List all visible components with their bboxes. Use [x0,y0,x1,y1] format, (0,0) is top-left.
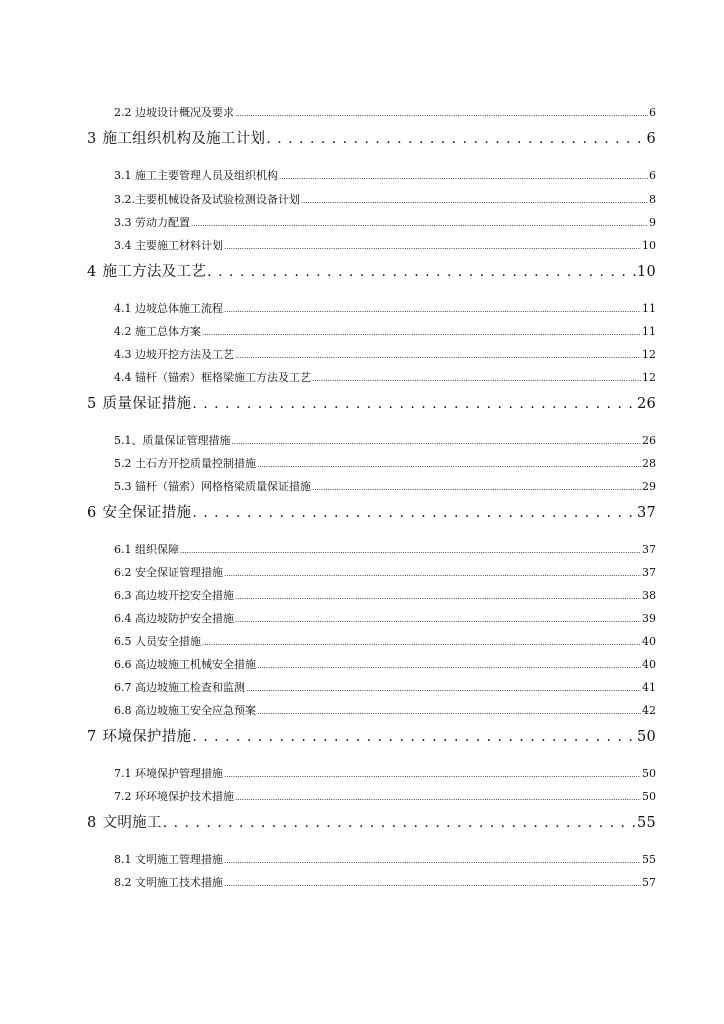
dot-leader [266,131,645,147]
toc-entry-label: 5.1、质量保证管理措施 [114,434,231,447]
toc-entry-8-1[interactable] [114,851,656,867]
toc-entry-4-4[interactable] [114,369,656,385]
toc-chapter-label: 质量保证措施 [102,396,192,412]
toc-entry-page: 50 [642,790,656,803]
dot-leader [257,704,641,717]
toc-entry-page: 6 [649,169,656,182]
toc-chapter-7[interactable] [87,725,656,746]
toc-entry-page: 12 [642,348,656,361]
toc-entry-label: 3.3 劳动力配置 [114,216,190,229]
toc-entry-4-2[interactable] [114,323,656,339]
toc-entry-label: 5.3 锚杆（锚索）网格格梁质量保证措施 [114,480,311,493]
toc-entry-5-2[interactable] [114,455,656,471]
toc-entry-6-8[interactable] [114,702,656,718]
toc-entry-page: 11 [642,302,656,315]
toc-entry-label: 6.4 高边坡防护安全措施 [114,612,234,625]
toc-entry-label: 7.1 环境保护管理措施 [114,767,223,780]
toc-entry-3-1[interactable] [114,167,656,183]
chapter-number: 5 [87,396,97,412]
toc-entry-3-4[interactable] [114,237,656,253]
chapter-number: 3 [87,131,97,147]
toc-entry-label: 7.2 环环境保护技术措施 [114,790,234,803]
toc-entry-7-2[interactable] [114,788,656,804]
toc-entry-4-1[interactable] [114,300,656,316]
dot-leader [232,434,642,447]
toc-entry-page: 57 [642,876,656,889]
dot-leader [279,169,648,182]
toc-chapter-page: 10 [636,264,656,280]
toc-entry-page: 38 [642,589,656,602]
dot-leader [207,264,636,280]
dot-leader [246,681,641,694]
toc-entry-7-1[interactable] [114,765,656,781]
toc-entry-8-2[interactable] [114,874,656,890]
toc-chapter-8[interactable] [87,811,656,832]
toc-entry-page: 10 [642,239,656,252]
toc-entry-6-1[interactable] [114,541,656,557]
dot-leader [235,106,648,119]
toc-entry-page: 8 [649,193,656,206]
toc-entry-2-2[interactable] [114,104,656,120]
dot-leader [224,876,641,889]
dot-leader [235,589,641,602]
toc-entry-5-3[interactable] [114,478,656,494]
toc-entry-label: 6.3 高边坡开挖安全措施 [114,589,234,602]
dot-leader [180,543,641,556]
toc-entry-label: 4.1 边坡总体施工流程 [114,302,223,315]
toc-entry-label: 4.2 施工总体方案 [114,325,201,338]
toc-entry-6-6[interactable] [114,656,656,672]
dot-leader [224,239,641,252]
dot-leader [235,790,641,803]
toc-chapter-label: 施工方法及工艺 [102,264,207,280]
toc-entry-page: 26 [642,434,656,447]
toc-entry-3-2[interactable] [114,191,656,207]
dot-leader [192,396,636,412]
toc-entry-6-3[interactable] [114,587,656,603]
dot-leader [224,767,641,780]
toc-entry-page: 29 [642,480,656,493]
toc-entry-page: 55 [642,853,656,866]
toc-chapter-label: 环境保护措施 [102,729,192,745]
toc-entry-page: 39 [642,612,656,625]
toc-entry-label: 8.1 文明施工管理措施 [114,853,223,866]
toc-chapter-3[interactable] [87,127,656,148]
toc-entry-page: 42 [642,704,656,717]
toc-entry-label: 6.6 高边坡施工机械安全措施 [114,658,256,671]
toc-chapter-page: 55 [636,815,656,831]
dot-leader [224,566,641,579]
dot-leader [163,815,636,831]
toc-entry-page: 37 [642,566,656,579]
dot-leader [192,729,636,745]
toc-entry-page: 11 [642,325,656,338]
toc-entry-3-3[interactable] [114,214,656,230]
dot-leader [312,480,641,493]
toc-entry-label: 4.3 边坡开挖方法及工艺 [114,348,234,361]
dot-leader [257,658,641,671]
dot-leader [224,302,641,315]
toc-entry-page: 6 [649,106,656,119]
toc-entry-label: 6.7 高边坡施工检查和监测 [114,681,245,694]
toc-entry-6-2[interactable] [114,564,656,580]
dot-leader [301,193,648,206]
toc-entry-6-5[interactable] [114,633,656,649]
toc-entry-label: 6.8 高边坡施工安全应急预案 [114,704,256,717]
toc-entry-page: 41 [642,681,656,694]
dot-leader [191,216,648,229]
toc-chapter-label: 安全保证措施 [102,505,192,521]
toc-entry-label: 5.2 土石方开挖质量控制措施 [114,457,256,470]
toc-entry-page: 40 [642,635,656,648]
toc-entry-label: 6.2 安全保证管理措施 [114,566,223,579]
toc-chapter-label: 文明施工 [102,815,162,831]
toc-chapter-6[interactable] [87,501,656,522]
toc-entry-label: 4.4 锚杆（锚索）框格梁施工方法及工艺 [114,371,311,384]
toc-chapter-label: 施工组织机构及施工计划 [102,131,266,147]
toc-entry-label: 3.2.主要机械设备及试验检测设备计划 [114,193,300,206]
toc-entry-5-1[interactable] [114,432,656,448]
toc-entry-6-4[interactable] [114,610,656,626]
toc-chapter-5[interactable] [87,392,656,413]
dot-leader [202,635,641,648]
toc-entry-page: 37 [642,543,656,556]
dot-leader [224,853,641,866]
toc-entry-label: 3.1 施工主要管理人员及组织机构 [114,169,278,182]
toc-entry-label: 6.1 组织保障 [114,543,179,556]
toc-entry-page: 40 [642,658,656,671]
dot-leader [235,612,641,625]
chapter-number: 4 [87,264,97,280]
toc-entry-page: 28 [642,457,656,470]
toc-chapter-page: 37 [636,505,656,521]
dot-leader [312,371,641,384]
toc-entry-label: 2.2 边坡设计概况及要求 [114,106,234,119]
chapter-number: 6 [87,505,97,521]
toc-entry-6-7[interactable] [114,679,656,695]
dot-leader [192,505,636,521]
chapter-number: 7 [87,729,97,745]
toc-entry-label: 8.2 文明施工技术措施 [114,876,223,889]
chapter-number: 8 [87,815,97,831]
toc-entry-page: 50 [642,767,656,780]
toc-chapter-page: 26 [636,396,656,412]
dot-leader [235,348,641,361]
toc-chapter-4[interactable] [87,260,656,281]
dot-leader [202,325,641,338]
toc-chapter-page: 6 [646,131,656,147]
toc-entry-page: 9 [649,216,656,229]
toc-entry-4-3[interactable] [114,346,656,362]
dot-leader [257,457,641,470]
toc-entry-label: 6.5 人员安全措施 [114,635,201,648]
toc-entry-label: 3.4 主要施工材料计划 [114,239,223,252]
toc-entry-page: 12 [642,371,656,384]
toc-chapter-page: 50 [636,729,656,745]
